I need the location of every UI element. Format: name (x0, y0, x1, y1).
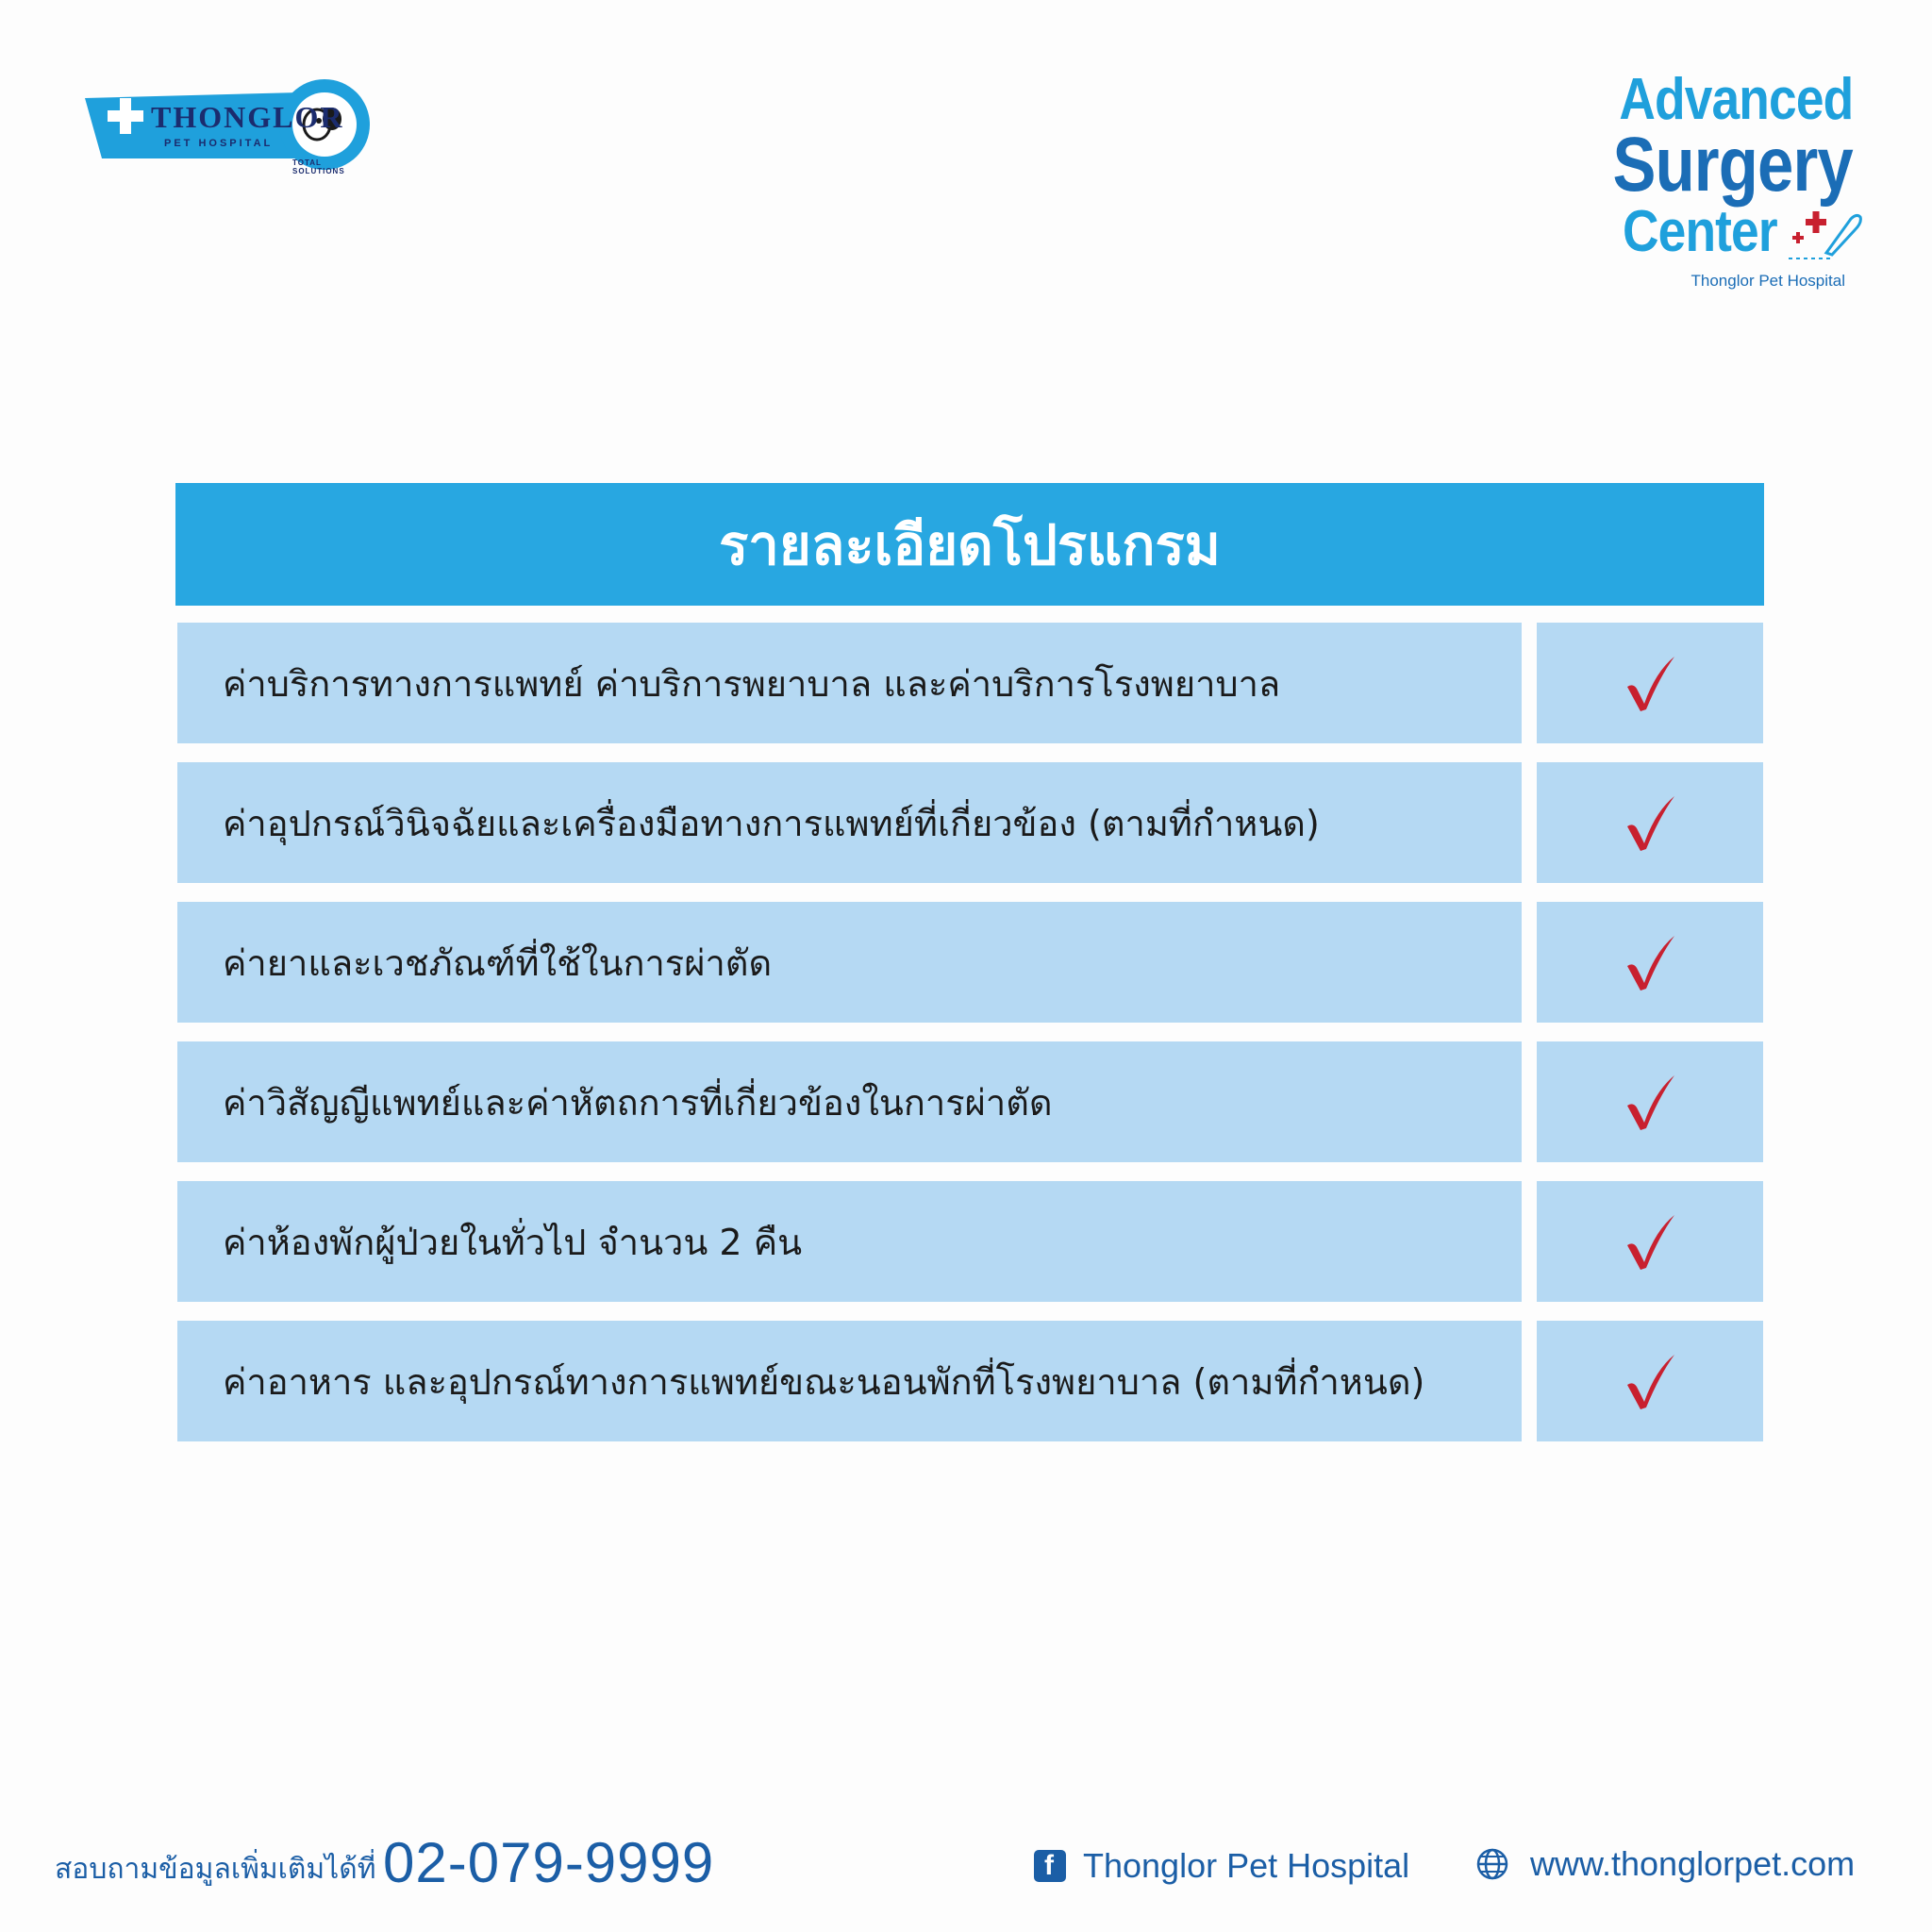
program-item-text: ค่ายาและเวชภัณฑ์ที่ใช้ในการผ่าตัด (223, 941, 773, 984)
program-item-text: ค่าอาหาร และอุปกรณ์ทางการแพทย์ขณะนอนพักที่โรงพยาบาล (ตามที่กำหนด) (223, 1360, 1425, 1403)
logo-subtitle: Thonglor Pet Hospital (1690, 272, 1845, 290)
advanced-surgery-center-logo (1604, 66, 1868, 302)
facebook-icon (1034, 1850, 1066, 1882)
program-item-text: ค่าอุปกรณ์วินิจฉัยและเครื่องมือทางการแพทย์ที่เกี่ยวข้อง (ตามที่กำหนด) (223, 802, 1320, 844)
check-cell-2 (1537, 762, 1763, 883)
checkmark-icon (1622, 1072, 1678, 1132)
contact-phone[interactable]: 02-079-9999 (383, 1831, 715, 1894)
cross-scalpel-icon (1785, 206, 1862, 266)
logo-line-surgery: Surgery (1612, 122, 1853, 208)
check-cell-6 (1537, 1321, 1763, 1441)
program-item-1 (177, 623, 1522, 743)
check-cell-3 (1537, 902, 1763, 1023)
checkmark-icon (1622, 1211, 1678, 1272)
checkmark-icon (1622, 1351, 1678, 1411)
program-item-5 (177, 1181, 1522, 1302)
facebook-link[interactable] (1034, 1845, 1409, 1887)
program-title-bar (175, 483, 1764, 606)
program-item-text: ค่าวิสัญญีแพทย์และค่าหัตถการที่เกี่ยวข้องในการผ่าตัด (223, 1081, 1053, 1124)
check-cell-5 (1537, 1181, 1763, 1302)
globe-icon (1475, 1847, 1509, 1881)
thonglor-logo-ring-text: TOTAL SOLUTIONS (292, 158, 345, 175)
facebook-label: Thonglor Pet Hospital (1083, 1846, 1410, 1885)
thonglor-logo-subtitle: PET HOSPITAL (164, 138, 274, 149)
logo-line-advanced: Advanced (1619, 67, 1853, 132)
website-link[interactable] (1475, 1843, 1855, 1885)
program-item-3 (177, 902, 1522, 1023)
checkmark-icon (1622, 653, 1678, 713)
logo-line-center: Center (1623, 199, 1777, 264)
contact-label: สอบถามข้อมูลเพิ่มเติมได้ที่ (55, 1853, 376, 1886)
website-label: www.thonglorpet.com (1530, 1844, 1856, 1883)
program-item-6 (177, 1321, 1522, 1441)
checkmark-icon (1622, 792, 1678, 853)
check-cell-1 (1537, 623, 1763, 743)
program-item-2 (177, 762, 1522, 883)
program-item-text: ค่าบริการทางการแพทย์ ค่าบริการพยาบาล และค่าบริการโรงพยาบาล (223, 662, 1281, 705)
program-item-4 (177, 1041, 1522, 1162)
program-item-text: ค่าห้องพักผู้ป่วยในทั่วไป จำนวน 2 คืน (223, 1221, 803, 1263)
check-cell-4 (1537, 1041, 1763, 1162)
thonglor-logo-name: THONGLOR (151, 100, 344, 134)
program-title: รายละเอียดโปรแกรม (719, 512, 1221, 577)
thonglor-logo (81, 79, 374, 174)
checkmark-icon (1622, 932, 1678, 992)
